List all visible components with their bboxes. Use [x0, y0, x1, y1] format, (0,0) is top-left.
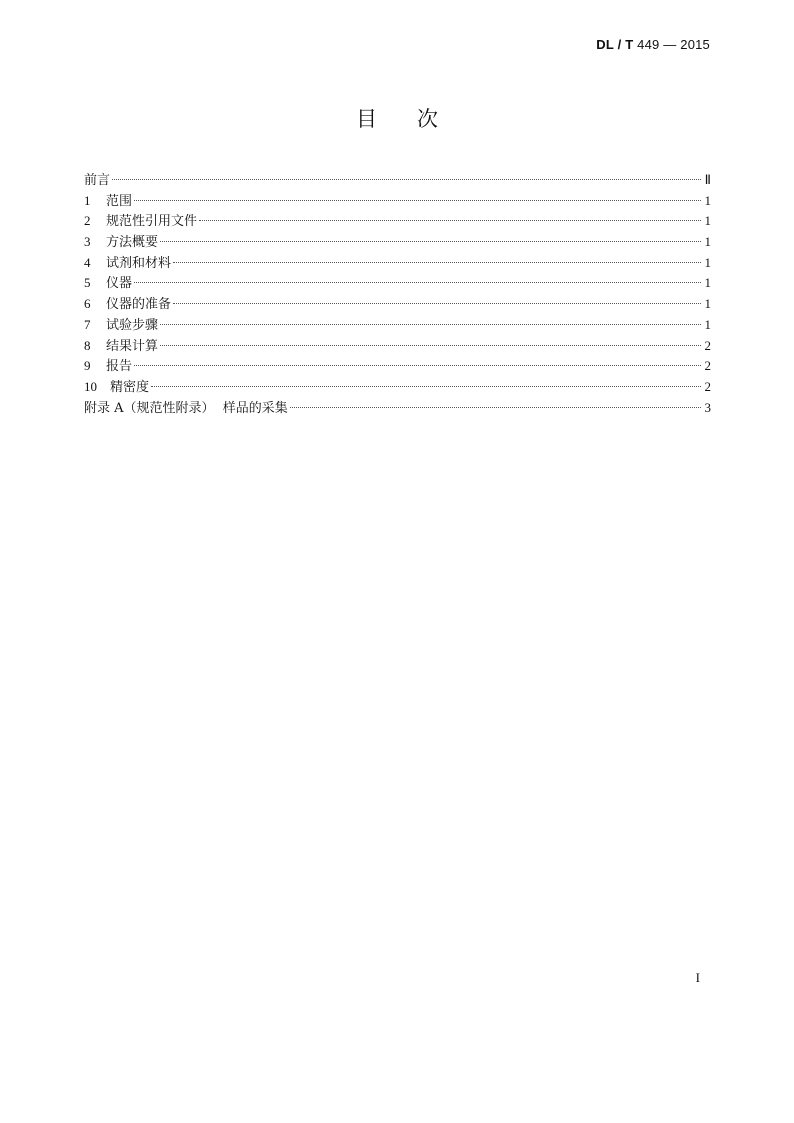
toc-entry-page: 1 — [704, 275, 711, 291]
toc-entry-label: 试验步骤 — [106, 317, 159, 333]
toc-entry-9[interactable] — [84, 356, 711, 377]
toc-entry-number: 2 — [84, 213, 91, 229]
toc-entry-page: Ⅱ — [704, 172, 711, 187]
toc-entry-page: 2 — [704, 358, 711, 374]
toc-entry-2[interactable] — [84, 211, 711, 232]
toc-entry-number: 5 — [84, 275, 91, 291]
toc-entry-label: 仪器的准备 — [106, 297, 172, 313]
toc-entry-label: 前言 — [84, 173, 111, 188]
toc-entry-10[interactable] — [84, 377, 711, 398]
toc-entry-label: 试剂和材料 — [106, 255, 172, 271]
toc-entry-appendix-a[interactable] — [84, 398, 711, 419]
toc-entry-number: 7 — [84, 316, 91, 332]
toc-entry-page: 1 — [704, 254, 711, 270]
toc-entry-page: 1 — [704, 234, 711, 250]
toc-leader-dots — [134, 282, 701, 283]
toc-leader-dots — [151, 386, 701, 387]
toc-entry-label: 仪器 — [106, 276, 133, 292]
toc-leader-dots — [134, 200, 701, 201]
toc-entry-label: 结果计算 — [106, 338, 159, 354]
toc-entry-page: 3 — [704, 399, 711, 415]
toc-entry-4[interactable] — [84, 253, 711, 274]
toc-leader-dots — [160, 324, 701, 325]
toc-entry-number: 1 — [84, 192, 91, 208]
toc-entry-1[interactable] — [84, 191, 711, 212]
toc-leader-dots — [173, 303, 701, 304]
toc-title-right: 次 — [417, 107, 438, 131]
toc-entry-6[interactable] — [84, 294, 711, 315]
toc-title — [0, 103, 794, 133]
toc-entry-label: 规范性引用文件 — [106, 214, 198, 230]
toc-entry-label: 附录 A（规范性附录） 样品的采集 — [84, 400, 288, 416]
table-of-contents — [84, 170, 711, 418]
standard-number: 449 — 2015 — [637, 37, 710, 52]
toc-entry-label: 精密度 — [110, 379, 150, 395]
toc-entry-page: 2 — [704, 337, 711, 353]
toc-leader-dots — [290, 407, 701, 408]
toc-entry-number: 9 — [84, 358, 91, 374]
toc-leader-dots — [112, 179, 701, 180]
toc-entry-preface[interactable] — [84, 170, 711, 191]
page-number: I — [695, 970, 700, 985]
toc-entry-number: 8 — [84, 337, 91, 353]
toc-entry-page: 1 — [704, 296, 711, 312]
toc-leader-dots — [134, 365, 701, 366]
toc-entry-number: 6 — [84, 296, 91, 312]
toc-entry-label: 报告 — [106, 359, 133, 375]
toc-entry-label: 方法概要 — [106, 235, 159, 251]
toc-entry-page: 1 — [704, 213, 711, 229]
toc-entry-3[interactable] — [84, 232, 711, 253]
toc-leader-dots — [160, 345, 701, 346]
toc-entry-page: 1 — [704, 192, 711, 208]
toc-entry-page: 1 — [704, 316, 711, 332]
toc-entry-5[interactable] — [84, 273, 711, 294]
toc-entry-number: 10 — [84, 378, 97, 394]
standard-code — [596, 37, 710, 52]
toc-entry-number: 3 — [84, 234, 91, 250]
toc-entry-8[interactable] — [84, 336, 711, 357]
toc-entry-number: 4 — [84, 254, 91, 270]
standard-prefix: DL / T — [596, 37, 634, 52]
toc-leader-dots — [173, 262, 701, 263]
toc-entry-label: 范围 — [106, 193, 133, 209]
toc-leader-dots — [160, 241, 701, 242]
toc-title-left: 目 — [356, 107, 377, 131]
toc-leader-dots — [199, 220, 701, 221]
toc-entry-page: 2 — [704, 378, 711, 394]
toc-entry-7[interactable] — [84, 315, 711, 336]
